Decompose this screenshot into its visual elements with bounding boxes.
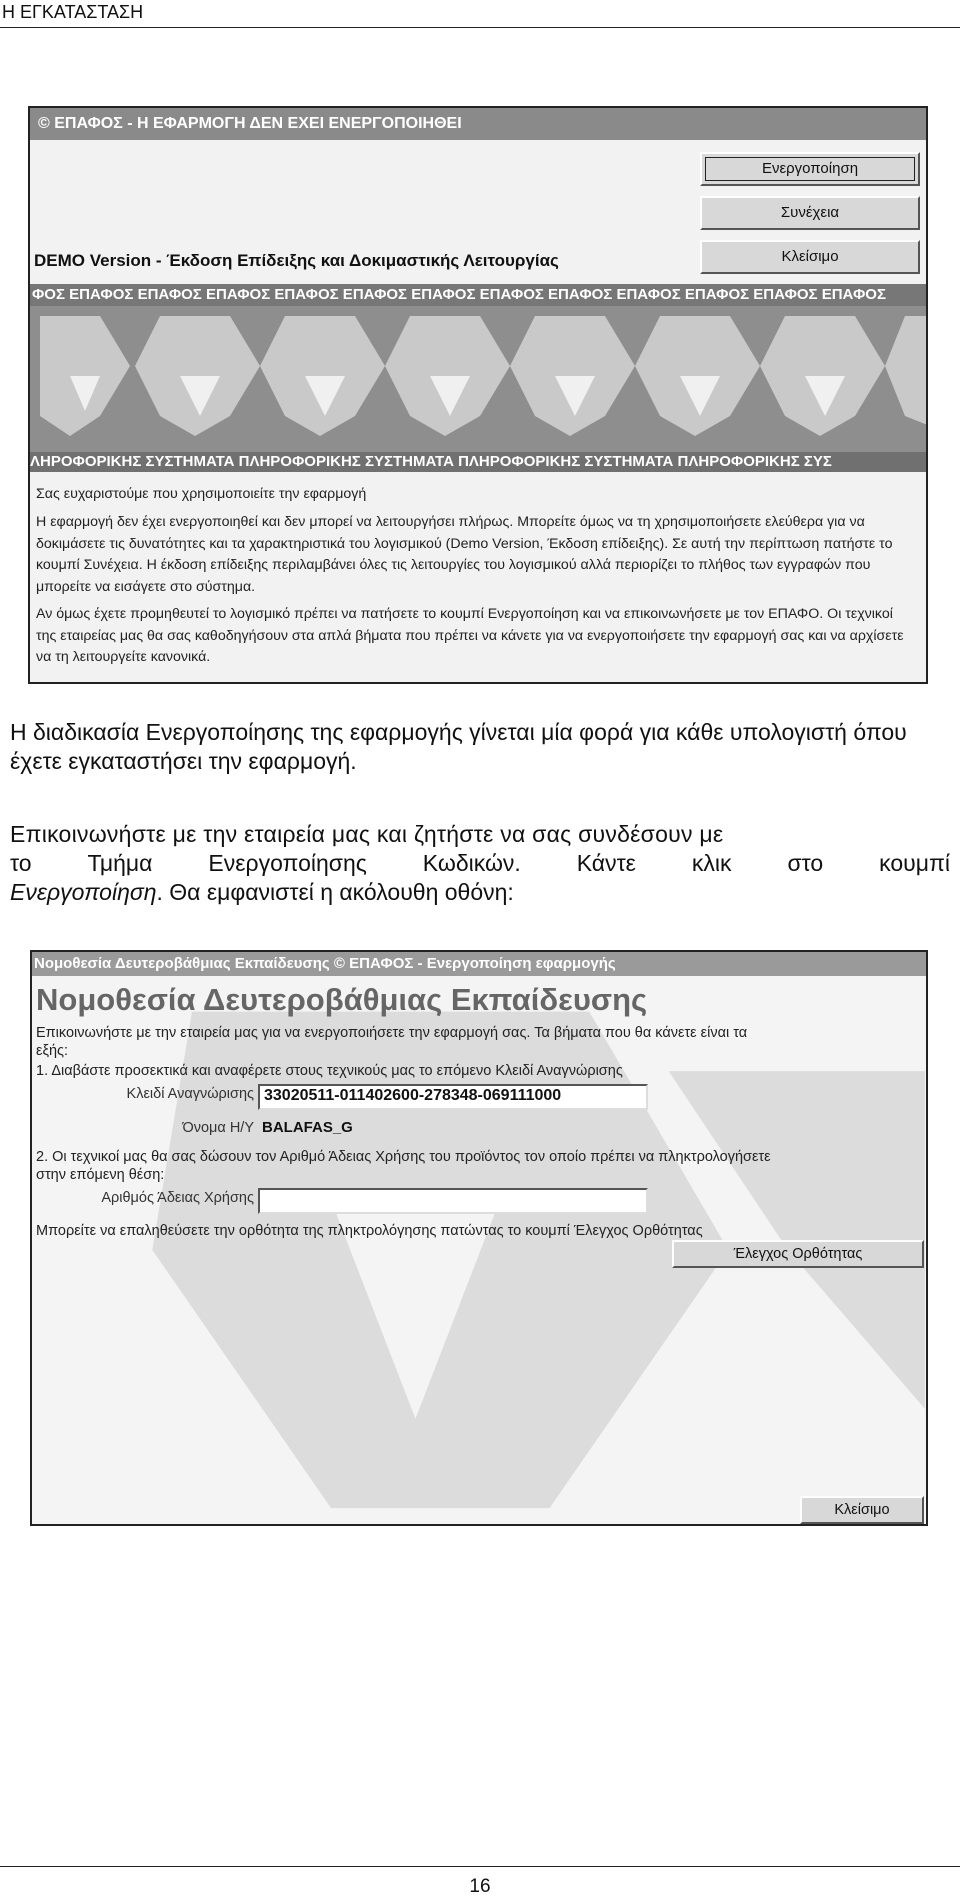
verify-instructions: Μπορείτε να επαληθεύσετε την ορθότητα της πληκτρολόγησης πατώντας το κουμπί Έλεγχος Ορθότητας [36,1223,703,1239]
brand-strip: ΦΟΣ ΕΠΑΦΟΣ ΕΠΑΦΟΣ ΕΠΑΦΟΣ ΕΠΑΦΟΣ ΕΠΑΦΟΣ ΕΠΑΦΟΣ ΕΠΑΦΟΣ ΕΠΑΦΟΣ ΕΠΑΦΟΣ ΕΠΑΦΟΣ ΕΠΑΦΟΣ ΕΠΑΦΟΣ [30,284,926,306]
word: κουμπί [879,850,950,876]
info-paragraph-1: Η εφαρμογή δεν έχει ενεργοποιηθεί και δεν μπορεί να λειτουργήσει πλήρως. Μπορείτε όμως να τη χρησιμοποιήσετε ελεύθερα για να δοκιμάσετε τις δυνατότητες και τα χαρακτηριστικά του λογισμικού (Demo Version, Έκδοση επίδειξης). Σε αυτή την περίπτωση πατήστε το κουμπί Συνέχεια. Η έκδοση επίδειξης περιλαμβάνει όλες τις λειτουργίες του λογισμικού αλλά περιορίζει το πλήθος των εγγραφών που μπορείτε να εισάγετε στο σύστημα. [36,514,893,595]
word: Τμήμα [87,850,153,876]
body-paragraph-2 [10,820,950,907]
license-label: Αριθμός Άδειας Χρήσης [101,1190,254,1206]
word: στο [787,850,824,876]
para2-line-1-text: Επικοινωνήστε με την εταιρεία μας και ζητήστε να σας συνδέσουν με [10,821,724,847]
systems-strip: ΛΗΡΟΦΟΡΙΚΗΣ ΣΥΣΤΗΜΑΤΑ ΠΛΗΡΟΦΟΡΙΚΗΣ ΣΥΣΤΗΜΑΤΑ ΠΛΗΡΟΦΟΡΙΚΗΣ ΣΥΣΤΗΜΑΤΑ ΠΛΗΡΟΦΟΡΙΚΗΣ ΣΥΣ [30,452,926,472]
page-header [0,0,960,28]
para2-line-2 [10,849,950,878]
step-2-line-1: 2. Οι τεχνικοί μας θα σας δώσουν τον Αριθμό Άδειας Χρήσης του προϊόντος τον οποίο πρέπει να πληκτρολογήσετε [36,1149,771,1165]
window-title: © ΕΠΑΦΟΣ - Η ΕΦΑΡΜΟΓΗ ΔΕΝ ΕΧΕΙ ΕΝΕΡΓΟΠΟΙΗΘΕΙ [30,108,926,140]
activation-window [30,950,928,1526]
app-heading: Νομοθεσία Δευτεροβάθμιας Εκπαίδευσης [36,982,648,1017]
word: το [10,850,32,876]
close-button[interactable]: Κλείσιμο [800,1496,924,1524]
demo-version-label: DEMO Version - Έκδοση Επίδειξης και Δοκιμαστικής Λειτουργίας [34,251,559,270]
intro-line-1: Επικοινωνήστε με την εταιρεία μας για να ενεργοποιήσετε την εφαρμογή σας. Τα βήματα που θα κάνετε είναι τα [36,1025,748,1041]
info-paragraph-2: Αν όμως έχετε προμηθευτεί το λογισμικό πρέπει να πατήσετε το κουμπί Ενεργοποίηση και να επικοινωνήσετε με τον ΕΠΑΦΟ. Οι τεχνικοί της εταιρείας μας θα σας καθοδηγήσουν στα απλά βήματα που πρέπει να κάνετε για να ενεργοποιήσετε την εφαρμογή σας και να αρχίσετε να τη λειτουργείτε κανονικά. [36,606,904,665]
step-2-line-2: στην επόμενη θέση: [36,1167,165,1183]
thanks-text: Σας ευχαριστούμε που χρησιμοποιείτε την εφαρμογή [36,486,367,502]
para2-line-3 [10,878,950,907]
logo-pattern [30,306,926,452]
activate-button[interactable]: Ενεργοποίηση [700,152,920,186]
key-label: Κλειδί Αναγνώρισης [126,1086,254,1102]
word: κλικ [691,850,732,876]
para2-line-1 [10,820,950,849]
page-number: 16 [469,1876,491,1897]
intro-line-2: εξής: [36,1043,69,1059]
close-button[interactable]: Κλείσιμο [700,240,920,274]
check-correctness-button[interactable]: Έλεγχος Ορθότητας [672,1240,924,1268]
word: Ενεργοποίησης [208,850,367,876]
continue-button[interactable]: Συνέχεια [700,196,920,230]
step-1-text: 1. Διαβάστε προσεκτικά και αναφέρετε στους τεχνικούς μας το επόμενο Κλειδί Αναγνώρισης [36,1063,623,1079]
page-footer-rule [0,1866,960,1867]
identification-key-field[interactable]: 33020511-011402600-278348-069111000 [258,1084,648,1110]
word: Κάντε [576,850,636,876]
pc-name-label: Όνομα Η/Υ [182,1120,254,1136]
activation-notice-window [28,106,928,684]
window-title: Νομοθεσία Δευτεροβάθμιας Εκπαίδευσης © ΕΠΑΦΟΣ - Ενεργοποίηση εφαρμογής [32,952,926,976]
pc-name-value: BALAFAS_G [262,1119,353,1136]
para2-rest: . Θα εμφανιστεί η ακόλουθη οθόνη: [156,879,514,905]
logo-pattern-graphic [30,306,928,452]
body-paragraph-1: Η διαδικασία Ενεργοποίησης της εφαρμογής γίνεται μία φορά για κάθε υπολογιστή όπου έχετε εγκαταστήσει την εφαρμογή. [10,719,907,774]
section-title: Η ΕΓΚΑΤΑΣΤΑΣΗ [2,2,144,22]
activation-term: Ενεργοποίηση [10,879,157,905]
license-number-input[interactable] [258,1188,648,1214]
word: Κωδικών. [422,850,521,876]
